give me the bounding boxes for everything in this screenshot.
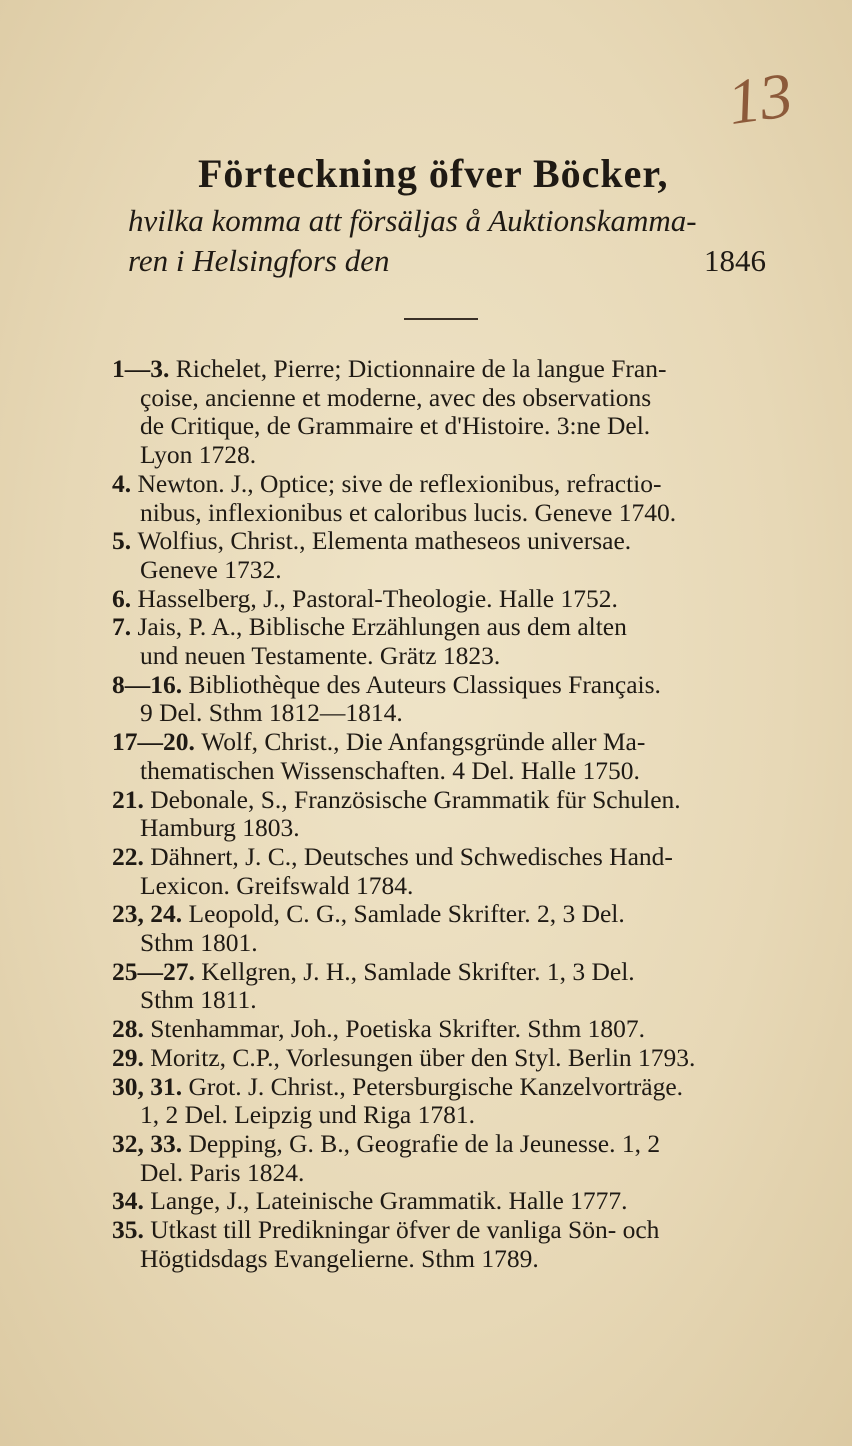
book-entry-text: Hasselberg, J., Pastoral-Theologie. Halle 1752. (137, 583, 618, 613)
book-entry-continuation (140, 1159, 792, 1188)
book-entry-continuation (140, 872, 792, 901)
book-entry-number: 8—16. (112, 669, 189, 699)
book-entry-continuation (140, 556, 792, 585)
subtitle-place: ren i Helsingfors den (128, 243, 390, 278)
book-entry-first-line (112, 468, 792, 499)
book-entry-text: Leopold, C. G., Samlade Skrifter. 2, 3 Del. (188, 899, 625, 929)
book-entry-text: Bibliothèque des Auteurs Classiques Français. (188, 669, 661, 699)
book-entry (112, 671, 792, 728)
book-entry-text: Stenhammar, Joh., Poetiska Skrifter. Sthm 1807. (150, 1014, 646, 1044)
book-entry-number: 22. (112, 841, 151, 871)
book-entry (112, 1015, 792, 1044)
book-entry-first-line (112, 1215, 792, 1245)
book-entry-number: 30, 31. (112, 1071, 189, 1101)
book-entry-number: 25—27. (112, 956, 202, 986)
book-entry-continuation (140, 1245, 792, 1274)
book-entry (112, 355, 792, 470)
book-entry-first-line (112, 1042, 792, 1073)
book-entry (112, 470, 792, 527)
book-entry-text: çoise, ancienne et moderne, avec des observations (140, 382, 652, 412)
book-entry-text: Richelet, Pierre; Dictionnaire de la langue Fran- (175, 354, 667, 383)
book-entry-first-line (112, 1014, 792, 1044)
book-entry-text: Lexicon. Greifswald 1784. (140, 870, 414, 900)
book-entry-continuation (140, 986, 792, 1015)
book-entry-number: 35. (112, 1215, 151, 1245)
book-entry-text: Sthm 1811. (140, 985, 257, 1015)
book-entry-number: 21. (112, 784, 151, 814)
book-entry-text: Moritz, C.P., Vorlesungen über den Styl. Berlin 1793. (150, 1042, 696, 1072)
book-entry-text: Del. Paris 1824. (140, 1157, 305, 1187)
subtitle-line-2 (128, 243, 768, 279)
book-entry-number: 4. (112, 468, 138, 498)
book-entry-text: Hamburg 1803. (140, 813, 300, 843)
book-entry-text: Lyon 1728. (140, 440, 257, 470)
book-entry-continuation (140, 699, 792, 728)
book-entry-text: Newton. J., Optice; sive de reflexionibus, refractio- (137, 468, 662, 498)
book-entry-number: 29. (112, 1042, 151, 1072)
book-entry-text: nibus, inflexionibus et caloribus lucis. Geneve 1740. (140, 497, 677, 527)
book-entry-text: Sthm 1801. (140, 928, 258, 958)
book-entry-text: Geneve 1732. (140, 554, 282, 584)
book-entry (112, 1073, 792, 1130)
book-entry-first-line (112, 583, 792, 614)
book-entry-first-line (112, 612, 792, 642)
book-entry-text: Wolf, Christ., Die Anfangsgründe aller Ma- (201, 727, 646, 757)
book-entry-text: de Critique, de Grammaire et d'Histoire. 3:ne Del. (140, 411, 651, 441)
book-entry-first-line (112, 841, 792, 872)
book-entry-continuation (140, 757, 792, 786)
subtitle-line-1: hvilka komma att försäljas å Auktionskamma- (128, 203, 697, 238)
book-entry (112, 728, 792, 785)
book-entry-text: 1, 2 Del. Leipzig und Riga 1781. (140, 1100, 475, 1130)
book-entry-first-line (112, 354, 792, 384)
book-entry-text: Dähnert, J. C., Deutsches und Schwedisches Hand- (150, 841, 673, 871)
divider-rule (404, 318, 478, 320)
book-entry-first-line (112, 669, 792, 700)
book-entry-text: thematischen Wissenschaften. 4 Del. Halle 1750. (140, 755, 640, 785)
book-entry-continuation (140, 499, 792, 528)
book-entry-number: 5. (112, 526, 138, 556)
book-entry-text: Wolfius, Christ., Elementa matheseos universae. (137, 526, 632, 556)
book-entry (112, 613, 792, 670)
book-entry-continuation (140, 814, 792, 843)
book-entry-first-line (112, 526, 792, 556)
book-entry-continuation (140, 384, 792, 413)
book-entry-continuation (140, 441, 792, 470)
book-entry (112, 900, 792, 957)
book-entry (112, 1044, 792, 1073)
book-entry-number: 28. (112, 1014, 151, 1044)
book-entry-text: 9 Del. Sthm 1812—1814. (140, 698, 403, 728)
book-entry-first-line (112, 899, 792, 929)
subtitle-year: 1846 (704, 243, 766, 278)
book-entry-text: Depping, G. B., Geografie de la Jeunesse. 1, 2 (188, 1128, 661, 1158)
book-entry-text: Högtidsdags Evangelierne. Sthm 1789. (140, 1243, 539, 1273)
book-entry-number: 7. (112, 612, 138, 642)
book-entry (112, 585, 792, 614)
book-entry-continuation (140, 1101, 792, 1130)
book-entry-number: 1—3. (112, 354, 176, 383)
book-entry-text: Jais, P. A., Biblische Erzählungen aus dem alten (137, 612, 627, 642)
book-entry-number: 23, 24. (112, 899, 189, 929)
book-entry-first-line (112, 1071, 792, 1102)
book-entry (112, 1130, 792, 1187)
book-list (112, 355, 792, 1274)
book-entry (112, 1216, 792, 1273)
book-entry-number: 6. (112, 583, 138, 613)
book-entry-text: und neuen Testamente. Grätz 1823. (140, 641, 501, 671)
page-title: Förteckning öfver Böcker, (198, 151, 669, 196)
book-entry-number: 17—20. (112, 727, 202, 757)
book-entry-number: 34. (112, 1186, 151, 1216)
book-entry-first-line (112, 784, 792, 815)
book-entry-text: Kellgren, J. H., Samlade Skrifter. 1, 3 Del. (201, 956, 635, 986)
book-entry (112, 843, 792, 900)
book-entry (112, 786, 792, 843)
book-entry-text: Debonale, S., Französische Grammatik für Schulen. (150, 784, 681, 814)
book-entry-first-line (112, 1128, 792, 1159)
book-entry-first-line (112, 956, 792, 987)
book-entry (112, 1187, 792, 1216)
book-entry-continuation (140, 929, 792, 958)
book-entry-first-line (112, 727, 792, 757)
book-entry-continuation (140, 642, 792, 671)
book-entry-text: Lange, J., Lateinische Grammatik. Halle 1777. (150, 1186, 628, 1216)
book-entry-continuation (140, 412, 792, 441)
book-entry (112, 527, 792, 584)
book-entry-first-line (112, 1186, 792, 1216)
book-entry (112, 958, 792, 1015)
book-entry-text: Utkast till Predikningar öfver de vanliga Sön- och (150, 1215, 660, 1245)
book-entry-text: Grot. J. Christ., Petersburgische Kanzelvorträge. (188, 1071, 684, 1101)
book-entry-number: 32, 33. (112, 1128, 189, 1158)
page-number: 13 (723, 58, 797, 139)
